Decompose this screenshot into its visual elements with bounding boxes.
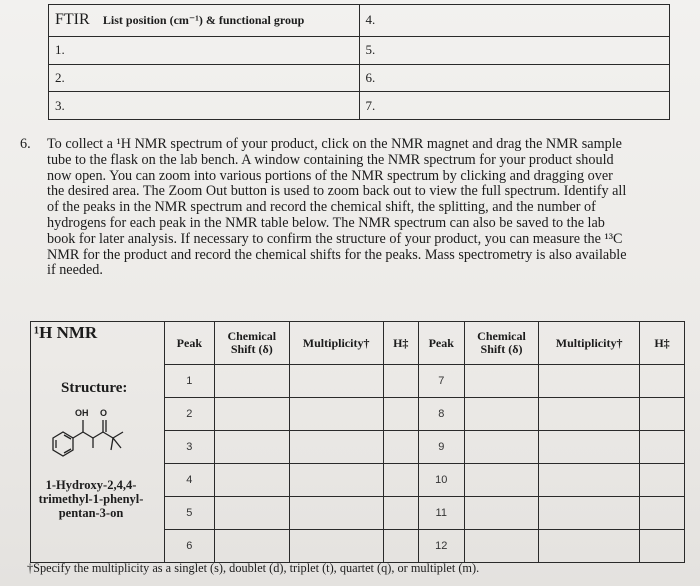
multiplicity-footnote: †Specify the multiplicity as a singlet (s), doublet (d), triplet (t), quartet (q), or multiplet (m). <box>27 561 480 575</box>
ftir-row <box>49 64 670 92</box>
header-peak: Peak <box>164 322 214 365</box>
hydrogens-input[interactable] <box>640 464 685 497</box>
peak-number: 1 <box>164 365 214 398</box>
peak-number: 3 <box>164 431 214 464</box>
peak-number: 9 <box>418 431 464 464</box>
header-multiplicity: Multiplicity† <box>289 322 383 365</box>
ftir-column-header: List position (cm⁻¹) & functional group <box>102 13 305 28</box>
header-peak: Peak <box>418 322 464 365</box>
question-line: NMR for the product and record the chemical shifts for the peaks. Mass spectrometry is also available <box>47 246 627 263</box>
multiplicity-input[interactable] <box>289 398 383 431</box>
ftir-entry-6[interactable]: 6. <box>359 64 670 92</box>
shift-input[interactable] <box>215 464 289 497</box>
nmr-header-row <box>31 322 685 365</box>
shift-input[interactable] <box>464 398 538 431</box>
peak-number: 10 <box>418 464 464 497</box>
ftir-entry-7[interactable]: 7. <box>359 92 670 120</box>
nmr-title: ¹H NMR <box>34 323 98 342</box>
hydrogens-input[interactable] <box>640 365 685 398</box>
multiplicity-input[interactable] <box>289 530 383 563</box>
ftir-header-cell <box>49 5 360 37</box>
hydroxyl-label: OH <box>75 408 89 418</box>
ftir-row <box>49 92 670 120</box>
multiplicity-input[interactable] <box>289 464 383 497</box>
hydrogens-input[interactable] <box>383 530 418 563</box>
shift-input[interactable] <box>215 431 289 464</box>
multiplicity-input[interactable] <box>289 365 383 398</box>
header-hydrogens: H‡ <box>640 322 685 365</box>
shift-input[interactable] <box>215 398 289 431</box>
nmr-info-cell <box>31 322 165 563</box>
ftir-entry-5[interactable]: 5. <box>359 36 670 64</box>
header-hydrogens: H‡ <box>383 322 418 365</box>
shift-input[interactable] <box>464 365 538 398</box>
shift-input[interactable] <box>215 530 289 563</box>
peak-number: 5 <box>164 497 214 530</box>
compound-name-line: pentan-3-on <box>58 506 124 520</box>
multiplicity-input[interactable] <box>539 497 640 530</box>
ftir-header-row <box>49 5 670 37</box>
shift-input[interactable] <box>464 530 538 563</box>
molecule-structure-icon <box>45 404 145 474</box>
ftir-title: FTIR <box>55 11 90 29</box>
header-chemical-shift: Chemical Shift (δ) <box>464 322 538 365</box>
header-chemical-shift: Chemical Shift (δ) <box>215 322 289 365</box>
hydrogens-input[interactable] <box>383 398 418 431</box>
ftir-entry-4[interactable]: 4. <box>359 5 670 37</box>
ftir-table <box>48 4 670 120</box>
nmr-table <box>30 321 685 563</box>
question-number: 6. <box>20 136 31 152</box>
question-line: of the peaks in the NMR spectrum and record the chemical shift, the splitting, and the number of <box>47 199 596 216</box>
question-line: the desired area. The Zoom Out button is used to zoom back out to view the full spectrum. Identify all <box>47 183 627 200</box>
question-line: tube to the flask on the lab bench. A window containing the NMR spectrum for your product should <box>47 151 614 168</box>
shift-input[interactable] <box>215 365 289 398</box>
header-multiplicity: Multiplicity† <box>539 322 640 365</box>
multiplicity-input[interactable] <box>539 398 640 431</box>
peak-number: 4 <box>164 464 214 497</box>
shift-input[interactable] <box>464 431 538 464</box>
peak-number: 8 <box>418 398 464 431</box>
hydrogens-input[interactable] <box>383 464 418 497</box>
peak-number: 12 <box>418 530 464 563</box>
compound-name-line: trimethyl-1-phenyl- <box>38 492 144 506</box>
question-line: book for later analysis. If necessary to confirm the structure of your product, you can measure the ¹³C <box>47 230 623 247</box>
ftir-entry-1[interactable]: 1. <box>49 36 360 64</box>
question-line: now open. You can zoom into various portions of the NMR spectrum by clicking and dragging over <box>47 167 613 184</box>
peak-number: 6 <box>164 530 214 563</box>
peak-number: 2 <box>164 398 214 431</box>
multiplicity-input[interactable] <box>539 365 640 398</box>
hydrogens-input[interactable] <box>640 431 685 464</box>
multiplicity-input[interactable] <box>539 530 640 563</box>
multiplicity-input[interactable] <box>539 464 640 497</box>
shift-input[interactable] <box>464 497 538 530</box>
hydrogens-input[interactable] <box>640 497 685 530</box>
shift-input[interactable] <box>464 464 538 497</box>
multiplicity-input[interactable] <box>539 431 640 464</box>
hydrogens-input[interactable] <box>640 398 685 431</box>
shift-input[interactable] <box>215 497 289 530</box>
question-line: hydrogens for each peak in the NMR table below. The NMR spectrum can also be saved to the lab <box>47 214 605 231</box>
multiplicity-input[interactable] <box>289 431 383 464</box>
hydrogens-input[interactable] <box>640 530 685 563</box>
peak-number: 11 <box>418 497 464 530</box>
question-line: To collect a ¹H NMR spectrum of your product, click on the NMR magnet and drag the NMR sample <box>47 136 622 152</box>
ftir-entry-3[interactable]: 3. <box>49 92 360 120</box>
hydrogens-input[interactable] <box>383 497 418 530</box>
hydrogens-input[interactable] <box>383 431 418 464</box>
carbonyl-label: O <box>100 408 108 418</box>
structure-label: Structure: <box>61 380 128 396</box>
peak-number: 7 <box>418 365 464 398</box>
hydrogens-input[interactable] <box>383 365 418 398</box>
ftir-row <box>49 36 670 64</box>
multiplicity-input[interactable] <box>289 497 383 530</box>
compound-name-line: 1-Hydroxy-2,4,4- <box>45 478 137 492</box>
question-line: if needed. <box>47 262 103 279</box>
question-text <box>47 137 677 279</box>
ftir-entry-2[interactable]: 2. <box>49 64 360 92</box>
compound-name <box>31 478 151 520</box>
